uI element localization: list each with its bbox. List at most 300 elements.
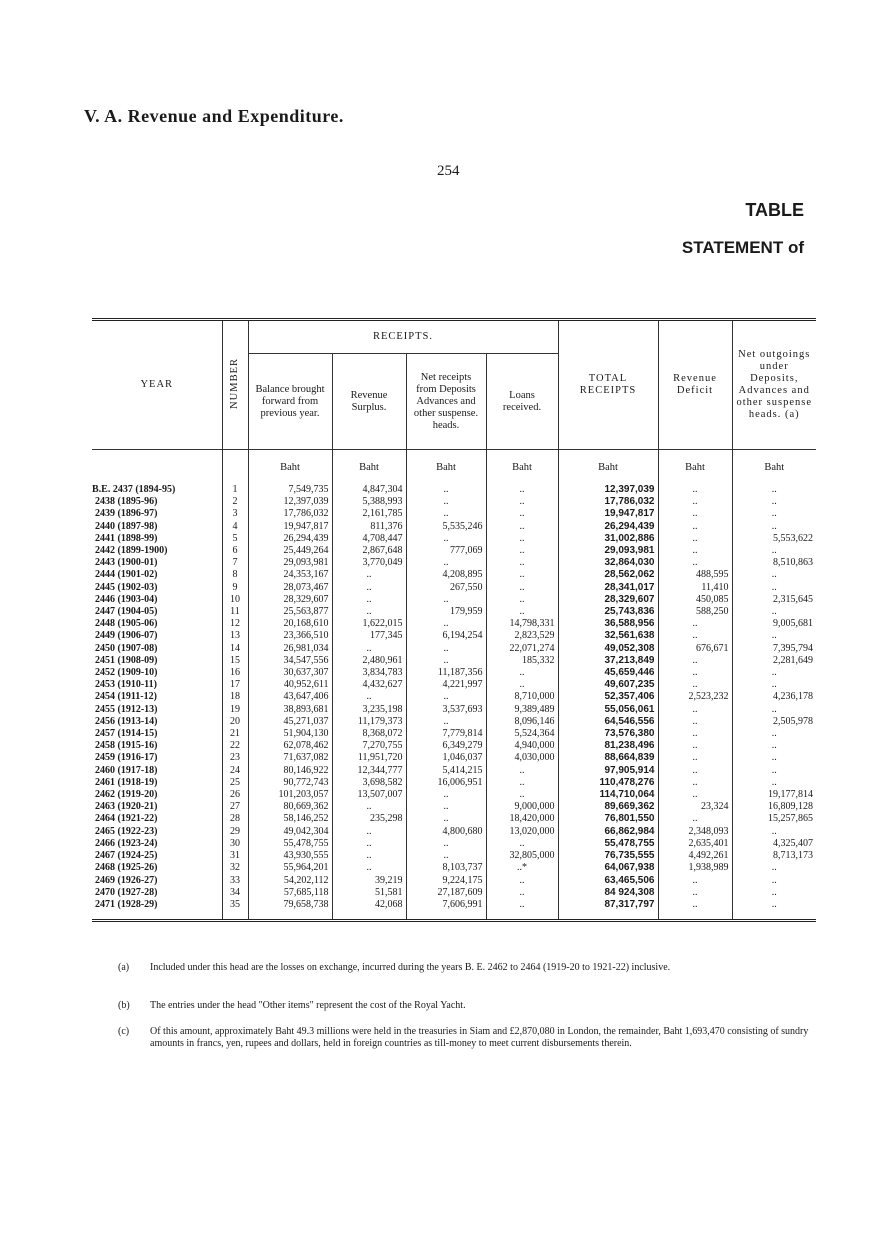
cell-net-receipts: ..	[406, 850, 486, 862]
cell-revenue-deficit: 23,324	[658, 801, 732, 813]
cell-year: 2441 (1898-99)	[92, 533, 222, 545]
cell-year: 2461 (1918-19)	[92, 777, 222, 789]
cell-year: 2469 (1926-27)	[92, 875, 222, 887]
cell-revenue-deficit: ..	[658, 887, 732, 899]
cell-balance: 17,786,032	[248, 508, 332, 520]
cell-net-receipts: ..	[406, 557, 486, 569]
table-row	[92, 679, 816, 691]
cell-loans: ..	[486, 582, 558, 594]
cell-revenue-surplus: ..	[332, 838, 406, 850]
cell-revenue-deficit: 2,348,093	[658, 826, 732, 838]
cell-total-receipts: 12,397,039	[558, 484, 658, 496]
cell-net-receipts: 267,550	[406, 582, 486, 594]
header-revenue-deficit: Revenue Deficit	[658, 320, 732, 450]
cell-balance: 80,669,362	[248, 801, 332, 813]
table-row	[92, 545, 816, 557]
cell-revenue-deficit: 2,523,232	[658, 691, 732, 703]
unit-label: Baht	[486, 450, 558, 485]
cell-balance: 38,893,681	[248, 704, 332, 716]
table-row	[92, 606, 816, 618]
cell-balance: 25,449,264	[248, 545, 332, 557]
cell-revenue-surplus: 177,345	[332, 630, 406, 642]
cell-revenue-surplus: 8,368,072	[332, 728, 406, 740]
cell-net-outgoings: ..	[771, 630, 777, 642]
cell-year: 2452 (1909-10)	[92, 667, 222, 679]
cell-number: 32	[222, 862, 248, 874]
cell-loans: ..	[486, 679, 558, 691]
cell-total-receipts: 28,329,607	[558, 594, 658, 606]
footnote-text: Of this amount, approximately Baht 49.3 millions were held in the treasuries in Siam and £2,870,080 in London, the remainder, Baht 1,693,470 consisting of sundry amounts in francs, yen, rupees and dollars, held in foreign countries as till-money to meet current disbursements therein.	[150, 1026, 809, 1049]
cell-total-receipts: 73,576,380	[558, 728, 658, 740]
cell-total-receipts: 89,669,362	[558, 801, 658, 813]
unit-label: Baht	[558, 450, 658, 485]
table-row	[92, 875, 816, 887]
cell-total-receipts: 114,710,064	[558, 789, 658, 801]
cell-net-receipts: 11,187,356	[406, 667, 486, 679]
cell-balance: 23,366,510	[248, 630, 332, 642]
cell-year: 2442 (1899-1900)	[92, 545, 222, 557]
cell-year: 2450 (1907-08)	[92, 643, 222, 655]
cell-number: 29	[222, 826, 248, 838]
cell-total-receipts: 37,213,849	[558, 655, 658, 667]
cell-net-receipts: 4,221,997	[406, 679, 486, 691]
cell-revenue-deficit: ..	[658, 752, 732, 764]
cell-revenue-surplus: 2,480,961	[332, 655, 406, 667]
cell-revenue-surplus: 5,388,993	[332, 496, 406, 508]
cell-loans: ..	[486, 508, 558, 520]
cell-revenue-surplus: 42,068	[332, 899, 406, 911]
cell-year: 2447 (1904-05)	[92, 606, 222, 618]
cell-net-receipts: ..	[406, 716, 486, 728]
cell-revenue-surplus: ..	[332, 594, 406, 606]
cell-net-outgoings: ..	[771, 569, 777, 581]
cell-balance: 62,078,462	[248, 740, 332, 752]
cell-revenue-deficit: 676,671	[658, 643, 732, 655]
cell-revenue-deficit: ..	[658, 655, 732, 667]
cell-loans: 4,940,000	[486, 740, 558, 752]
cell-balance: 80,146,922	[248, 765, 332, 777]
cell-net-receipts: 7,606,991	[406, 899, 486, 911]
cell-balance: 12,397,039	[248, 496, 332, 508]
cell-revenue-surplus: 3,235,198	[332, 704, 406, 716]
table-row	[92, 521, 816, 533]
table-row	[92, 862, 816, 874]
cell-balance: 90,772,743	[248, 777, 332, 789]
cell-number: 17	[222, 679, 248, 691]
cell-revenue-deficit: 488,595	[658, 569, 732, 581]
cell-year: 2446 (1903-04)	[92, 594, 222, 606]
cell-number: 34	[222, 887, 248, 899]
cell-number: 26	[222, 789, 248, 801]
page-number: 254	[437, 163, 460, 179]
cell-balance: 28,073,467	[248, 582, 332, 594]
cell-total-receipts: 29,093,981	[558, 545, 658, 557]
cell-total-receipts: 63,465,506	[558, 875, 658, 887]
cell-number: 11	[222, 606, 248, 618]
cell-net-outgoings: ..	[771, 545, 777, 557]
cell-balance: 25,563,877	[248, 606, 332, 618]
cell-net-receipts: ..	[406, 533, 486, 545]
cell-revenue-deficit: ..	[658, 728, 732, 740]
cell-year: 2462 (1919-20)	[92, 789, 222, 801]
cell-loans: 32,805,000	[486, 850, 558, 862]
cell-revenue-surplus: 51,581	[332, 887, 406, 899]
cell-year: 2444 (1901-02)	[92, 569, 222, 581]
cell-year: 2457 (1914-15)	[92, 728, 222, 740]
cell-year: 2458 (1915-16)	[92, 740, 222, 752]
cell-balance: 54,202,112	[248, 875, 332, 887]
cell-number: 5	[222, 533, 248, 545]
cell-number: 31	[222, 850, 248, 862]
cell-number: 33	[222, 875, 248, 887]
cell-net-outgoings: 2,315,645	[773, 593, 813, 605]
cell-revenue-surplus: ..	[332, 643, 406, 655]
header-loans: Loans received.	[486, 354, 558, 450]
cell-year: 2459 (1916-17)	[92, 752, 222, 764]
cell-net-outgoings: ..	[771, 728, 777, 740]
cell-net-outgoings: 4,236,178	[773, 691, 813, 703]
table-row	[92, 716, 816, 728]
unit-label: Baht	[406, 450, 486, 485]
cell-loans: ..	[486, 496, 558, 508]
cell-revenue-surplus: ..	[332, 850, 406, 862]
cell-number: 2	[222, 496, 248, 508]
cell-loans: 5,524,364	[486, 728, 558, 740]
cell-balance: 51,904,130	[248, 728, 332, 740]
table-row	[92, 655, 816, 667]
cell-revenue-deficit: 450,085	[658, 594, 732, 606]
table-row	[92, 850, 816, 862]
header-receipts-group: RECEIPTS.	[248, 320, 558, 354]
cell-loans: ..	[486, 569, 558, 581]
cell-year: 2460 (1917-18)	[92, 765, 222, 777]
cell-revenue-surplus: ..	[332, 801, 406, 813]
cell-year: 2443 (1900-01)	[92, 557, 222, 569]
cell-net-outgoings: ..	[771, 484, 777, 495]
cell-revenue-deficit: ..	[658, 679, 732, 691]
cell-total-receipts: 76,735,555	[558, 850, 658, 862]
cell-revenue-deficit: ..	[658, 777, 732, 789]
cell-loans: ..	[486, 667, 558, 679]
unit-label: Baht	[658, 450, 732, 485]
cell-revenue-deficit: ..	[658, 875, 732, 887]
cell-net-outgoings: ..	[771, 508, 777, 520]
cell-revenue-deficit: ..	[658, 557, 732, 569]
table-row	[92, 691, 816, 703]
cell-year: 2438 (1895-96)	[92, 496, 222, 508]
cell-number: 14	[222, 643, 248, 655]
cell-revenue-surplus: 4,847,304	[332, 484, 406, 496]
table-row	[92, 887, 816, 899]
cell-net-outgoings: 15,257,865	[768, 813, 813, 825]
cell-loans: ..	[486, 594, 558, 606]
cell-net-receipts: ..	[406, 801, 486, 813]
table-row	[92, 533, 816, 545]
header-number-label: NUMBER	[229, 357, 240, 409]
cell-net-receipts: ..	[406, 813, 486, 825]
cell-balance: 57,685,118	[248, 887, 332, 899]
cell-loans: 14,798,331	[486, 618, 558, 630]
footnote-text: The entries under the head "Other items" represent the cost of the Royal Yacht.	[150, 1000, 466, 1011]
table-row	[92, 740, 816, 752]
table-row	[92, 813, 816, 825]
cell-balance: 45,271,037	[248, 716, 332, 728]
cell-loans: 4,030,000	[486, 752, 558, 764]
cell-revenue-deficit: ..	[658, 484, 732, 496]
cell-net-outgoings: ..	[771, 752, 777, 764]
cell-loans: ..	[486, 887, 558, 899]
cell-loans: ..	[486, 765, 558, 777]
cell-year: B.E. 2437 (1894-95)	[92, 484, 222, 496]
table-row	[92, 838, 816, 850]
cell-net-outgoings: 7,395,794	[773, 642, 813, 654]
table-row	[92, 801, 816, 813]
cell-revenue-deficit: ..	[658, 521, 732, 533]
cell-revenue-deficit: 1,938,989	[658, 862, 732, 874]
cell-net-receipts: 1,046,037	[406, 752, 486, 764]
cell-net-receipts: ..	[406, 789, 486, 801]
cell-year: 2466 (1923-24)	[92, 838, 222, 850]
cell-net-receipts: ..	[406, 484, 486, 496]
cell-net-receipts: ..	[406, 691, 486, 703]
statement-label: STATEMENT of	[681, 238, 804, 257]
cell-number: 9	[222, 582, 248, 594]
cell-net-receipts: 5,414,215	[406, 765, 486, 777]
cell-net-outgoings: ..	[771, 581, 777, 593]
cell-loans: ..	[486, 484, 558, 496]
cell-total-receipts: 64,546,556	[558, 716, 658, 728]
cell-total-receipts: 17,786,032	[558, 496, 658, 508]
footnote-mark: (c)	[118, 1026, 130, 1037]
cell-year: 2470 (1927-28)	[92, 887, 222, 899]
table-row	[92, 557, 816, 569]
cell-number: 21	[222, 728, 248, 740]
cell-net-outgoings: 8,510,863	[773, 557, 813, 569]
cell-revenue-deficit: ..	[658, 618, 732, 630]
cell-net-outgoings: ..	[771, 776, 777, 788]
table-row	[92, 899, 816, 911]
cell-balance: 71,637,082	[248, 752, 332, 764]
cell-net-receipts: 7,779,814	[406, 728, 486, 740]
cell-total-receipts: 36,588,956	[558, 618, 658, 630]
cell-revenue-surplus: 4,708,447	[332, 533, 406, 545]
header-net-receipts: Net receipts from Deposits Advances and other suspense. heads.	[406, 354, 486, 450]
cell-revenue-surplus: 1,622,015	[332, 618, 406, 630]
cell-year: 2456 (1913-14)	[92, 716, 222, 728]
cell-revenue-deficit: ..	[658, 740, 732, 752]
header-year: YEAR	[92, 320, 222, 450]
header-number	[222, 320, 248, 450]
cell-net-receipts: 8,103,737	[406, 862, 486, 874]
cell-net-receipts: 5,535,246	[406, 521, 486, 533]
cell-revenue-surplus: ..	[332, 606, 406, 618]
cell-year: 2448 (1905-06)	[92, 618, 222, 630]
cell-year: 2465 (1922-23)	[92, 826, 222, 838]
cell-net-outgoings: 2,505,978	[773, 715, 813, 727]
cell-revenue-surplus: 3,834,783	[332, 667, 406, 679]
cell-net-receipts: 179,959	[406, 606, 486, 618]
cell-year: 2467 (1924-25)	[92, 850, 222, 862]
cell-net-outgoings: ..	[771, 703, 777, 715]
cell-balance: 29,093,981	[248, 557, 332, 569]
cell-total-receipts: 84 924,308	[558, 887, 658, 899]
cell-total-receipts: 66,862,984	[558, 826, 658, 838]
header-balance: Balance brought forward from previous year.	[248, 354, 332, 450]
table-bottom-padding	[92, 911, 816, 921]
footnote-text: Included under this head are the losses on exchange, incurred during the years B. E. 2462 to 2464 (1919-20 to 1921-22) inclusive.	[150, 962, 671, 973]
cell-loans: ..	[486, 545, 558, 557]
cell-loans: ..	[486, 606, 558, 618]
cell-revenue-deficit: ..	[658, 667, 732, 679]
cell-loans: 8,096,146	[486, 716, 558, 728]
unit-row	[92, 450, 816, 485]
cell-total-receipts: 76,801,550	[558, 813, 658, 825]
cell-total-receipts: 45,659,446	[558, 667, 658, 679]
cell-net-outgoings: ..	[771, 764, 777, 776]
cell-total-receipts: 32,561,638	[558, 630, 658, 642]
cell-number: 12	[222, 618, 248, 630]
cell-net-receipts: 27,187,609	[406, 887, 486, 899]
cell-total-receipts: 32,864,030	[558, 557, 658, 569]
cell-net-outgoings: 2,281,649	[773, 654, 813, 666]
cell-total-receipts: 110,478,276	[558, 777, 658, 789]
cell-revenue-deficit: ..	[658, 716, 732, 728]
cell-balance: 34,547,556	[248, 655, 332, 667]
cell-revenue-surplus: 11,951,720	[332, 752, 406, 764]
cell-total-receipts: 26,294,439	[558, 521, 658, 533]
footnote-mark: (a)	[118, 962, 130, 973]
cell-balance: 24,353,167	[248, 569, 332, 581]
cell-total-receipts: 87,317,797	[558, 899, 658, 911]
cell-net-receipts: ..	[406, 618, 486, 630]
cell-year: 2455 (1912-13)	[92, 704, 222, 716]
cell-revenue-deficit: ..	[658, 813, 732, 825]
cell-loans: 22,071,274	[486, 643, 558, 655]
footnote-c	[118, 1026, 820, 1050]
header-net-outgoings: Net outgoings under Deposits, Advances and other suspense heads. (a)	[736, 349, 813, 420]
cell-revenue-surplus: 235,298	[332, 813, 406, 825]
cell-number: 23	[222, 752, 248, 764]
cell-total-receipts: 97,905,914	[558, 765, 658, 777]
cell-balance: 101,203,057	[248, 789, 332, 801]
cell-loans: ..	[486, 875, 558, 887]
cell-balance: 55,964,201	[248, 862, 332, 874]
cell-year: 2464 (1921-22)	[92, 813, 222, 825]
cell-net-outgoings: 4,325,407	[773, 837, 813, 849]
cell-number: 30	[222, 838, 248, 850]
cell-number: 22	[222, 740, 248, 752]
cell-revenue-deficit: 4,492,261	[658, 850, 732, 862]
revenue-expenditure-table	[92, 318, 816, 922]
cell-net-outgoings: ..	[771, 874, 777, 886]
cell-revenue-surplus: ..	[332, 862, 406, 874]
cell-net-receipts: 6,349,279	[406, 740, 486, 752]
cell-year: 2449 (1906-07)	[92, 630, 222, 642]
cell-number: 15	[222, 655, 248, 667]
table-row	[92, 752, 816, 764]
cell-net-receipts: 4,800,680	[406, 826, 486, 838]
table-label: TABLE	[745, 200, 804, 220]
cell-revenue-surplus: 3,698,582	[332, 777, 406, 789]
cell-loans: ..	[486, 777, 558, 789]
cell-number: 3	[222, 508, 248, 520]
cell-net-receipts: ..	[406, 496, 486, 508]
cell-year: 2445 (1902-03)	[92, 582, 222, 594]
cell-year: 2451 (1908-09)	[92, 655, 222, 667]
cell-number: 35	[222, 899, 248, 911]
cell-revenue-surplus: 12,344,777	[332, 765, 406, 777]
cell-year: 2439 (1896-97)	[92, 508, 222, 520]
cell-balance: 49,042,304	[248, 826, 332, 838]
cell-number: 18	[222, 691, 248, 703]
cell-total-receipts: 49,052,308	[558, 643, 658, 655]
cell-revenue-surplus: 811,376	[332, 521, 406, 533]
cell-balance: 28,329,607	[248, 594, 332, 606]
cell-net-receipts: 16,006,951	[406, 777, 486, 789]
cell-revenue-surplus: 2,161,785	[332, 508, 406, 520]
cell-balance: 20,168,610	[248, 618, 332, 630]
table-row	[92, 765, 816, 777]
footnote-a	[118, 962, 820, 974]
cell-net-outgoings: ..	[771, 740, 777, 752]
table-row	[92, 667, 816, 679]
cell-total-receipts: 19,947,817	[558, 508, 658, 520]
cell-net-outgoings: ..	[771, 679, 777, 691]
cell-revenue-deficit: 11,410	[658, 582, 732, 594]
cell-balance: 43,647,406	[248, 691, 332, 703]
cell-number: 7	[222, 557, 248, 569]
table-row	[92, 582, 816, 594]
cell-net-outgoings: 19,177,814	[768, 789, 813, 801]
table-row	[92, 826, 816, 838]
cell-balance: 19,947,817	[248, 521, 332, 533]
cell-number: 28	[222, 813, 248, 825]
cell-number: 8	[222, 569, 248, 581]
cell-net-outgoings: ..	[771, 898, 777, 910]
cell-number: 6	[222, 545, 248, 557]
cell-net-outgoings: 5,553,622	[773, 532, 813, 544]
cell-total-receipts: 25,743,836	[558, 606, 658, 618]
table-row	[92, 643, 816, 655]
cell-number: 4	[222, 521, 248, 533]
cell-revenue-surplus: ..	[332, 582, 406, 594]
cell-balance: 40,952,611	[248, 679, 332, 691]
cell-net-outgoings: ..	[771, 496, 777, 508]
cell-revenue-deficit: ..	[658, 704, 732, 716]
cell-net-outgoings: 9,005,681	[773, 618, 813, 630]
cell-number: 13	[222, 630, 248, 642]
cell-revenue-surplus: 13,507,007	[332, 789, 406, 801]
cell-total-receipts: 28,341,017	[558, 582, 658, 594]
cell-number: 24	[222, 765, 248, 777]
cell-total-receipts: 81,238,496	[558, 740, 658, 752]
cell-revenue-deficit: 2,635,401	[658, 838, 732, 850]
cell-number: 16	[222, 667, 248, 679]
cell-revenue-surplus: ..	[332, 826, 406, 838]
table-row	[92, 777, 816, 789]
cell-total-receipts: 52,357,406	[558, 691, 658, 703]
footnote-b	[118, 1000, 820, 1012]
cell-year: 2454 (1911-12)	[92, 691, 222, 703]
cell-revenue-deficit: ..	[658, 789, 732, 801]
cell-number: 19	[222, 704, 248, 716]
cell-revenue-deficit: ..	[658, 533, 732, 545]
unit-label: Baht	[332, 450, 406, 485]
cell-loans: 9,389,489	[486, 704, 558, 716]
cell-revenue-surplus: 4,432,627	[332, 679, 406, 691]
section-title: V. A. Revenue and Expenditure.	[84, 106, 344, 126]
cell-loans: 18,420,000	[486, 813, 558, 825]
